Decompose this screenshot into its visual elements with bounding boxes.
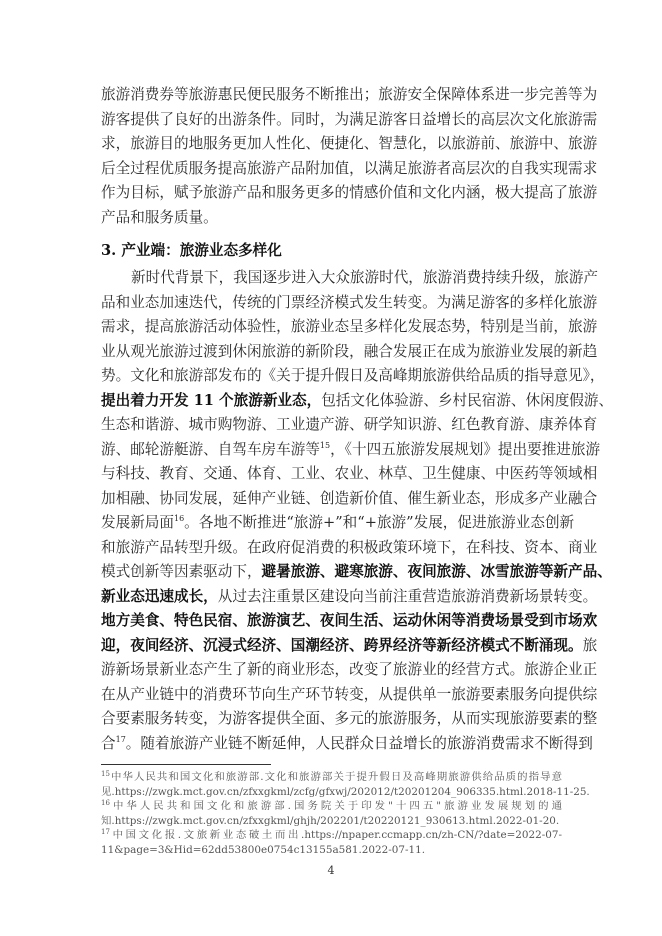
text-segment: 生态和谐游、城市购物游、工业遗产游、研学知识游、红色教育游、康养体育 <box>101 416 598 433</box>
footnote-text: 中华人民共和国文化和旅游部.文化和旅游部关于提升假日及高峰期旅游供给品质的指导意 <box>109 771 562 783</box>
text-line <box>101 562 612 582</box>
footnote-text: 11&page=3&Hid=62dd53800e0754c13155a581.2022-07-11. <box>101 843 426 856</box>
text-segment: 合要素服务转变，为游客提供全面、多元的旅游服务，从而实现旅游要素的整 <box>101 710 598 727</box>
footnote-number: 15 <box>101 770 110 778</box>
footnote-ref: 16 <box>173 514 185 523</box>
bold-text: 迎，夜间经济、沉浸式经济、国潮经济、跨界经济等新经济模式不断涌现。 <box>101 636 583 654</box>
text-line <box>101 317 598 337</box>
text-line: 后全过程优质服务提高旅游产品附加值，以满足旅游者高层次的自我实现需求 <box>101 159 598 177</box>
text-segment: 从过去注重景区建设向当前注重营造旅游消费新场景转变。 <box>217 587 598 605</box>
footnote-divider <box>101 764 271 765</box>
text-segment: 加相融、协同发展，延伸产业链、创造新价值、催生新业态，形成多产业融合 <box>101 489 598 507</box>
text-segment: 游、邮轮游艇游、自驾车房车游等 <box>101 440 320 458</box>
footnote-text: 见.https://zwgk.mct.gov.cn/zfxxgkml/zcfg/gfxwj/202012/t20201204_906335.html.2018-11-25. <box>101 785 590 798</box>
footnote-line <box>101 770 562 784</box>
text-segment: 需求，提高旅游活动体验性，旅游业态呈多样化发展态势，特别是当前，旅游 <box>101 318 598 335</box>
footnote-number: 17 <box>101 828 110 836</box>
text-line <box>101 464 598 484</box>
page-number: 4 <box>327 864 335 877</box>
footnote-line <box>101 828 562 842</box>
text-line <box>131 268 599 288</box>
bold-text: 避暑旅游、避寒旅游、夜间旅游、冰雪旅游等新产品、 <box>261 563 612 580</box>
footnote-text: 知.https://zwgk.mct.gov.cn/zfxxgkml/ghjh/202201/t20220121_930613.html.2022-01-20. <box>101 814 560 827</box>
text-segment: 发展新局面 <box>101 514 174 531</box>
text-line <box>101 366 605 386</box>
footnote-line <box>101 785 590 799</box>
text-segment: 模式创新等因素驱动下， <box>101 563 262 580</box>
text-segment: 在从产业链中的消费环节向生产环节转变，从提供单一旅游要素服务向提供综 <box>101 685 598 703</box>
text-segment: 。各地不断推进“旅游+”和“+旅游”发展，促进旅游业态创新 <box>184 514 575 531</box>
footnote-text: 中华人民共和国文化和旅游部.国务院关于印发"十四五"旅游业发展规划的通 <box>109 800 562 812</box>
text-segment: 与科技、教育、交通、体育、工业、农业、林草、卫生健康、中医药等领域相 <box>101 465 598 482</box>
text-line: 旅游消费券等旅游惠民便民服务不断推出；旅游安全保障体系进一步完善等为 <box>101 86 598 103</box>
text-line <box>101 538 598 558</box>
bold-text: 地方美食、特色民宿、旅游演艺、夜间生活、运动休闲等消费场景受到市场欢 <box>101 612 598 629</box>
text-line <box>101 587 598 607</box>
text-line <box>101 415 598 435</box>
footnote-ref: 15 <box>319 440 331 450</box>
text-line <box>101 513 575 533</box>
text-segment: 业从观光旅游过渡到休闲旅游的新阶段，融合发展正在成为旅游业发展的新趋 <box>101 342 598 360</box>
footnote-ref: 17 <box>115 734 126 744</box>
text-line <box>101 636 598 656</box>
text-segment: 包括文化体验游、乡村民宿游、休闲度假游、 <box>321 391 614 409</box>
text-segment: 新时代背景下，我国逐步进入大众旅游时代，旅游消费持续升级，旅游产 <box>131 269 599 286</box>
footnote-line <box>101 814 562 828</box>
bold-text: 新业态迅速成长， <box>101 587 218 605</box>
text-segment: 游新场景新业态产生了新的商业形态，改变了旅游业的经营方式。旅游企业正 <box>101 661 598 678</box>
text-line: 产品和服务质量。 <box>101 208 218 226</box>
text-line: 求，旅游目的地服务更加人性化、便捷化、智慧化，以旅游前、旅游中、旅游 <box>101 135 598 152</box>
text-segment: 旅 <box>582 636 598 654</box>
text-line <box>101 611 598 631</box>
text-segment: 。随着旅游产业链不断延伸，人民群众日益增长的旅游消费需求不断得到 <box>125 734 593 752</box>
text-segment: 势。文化和旅游部发布的《关于提升假日及高峰期旅游供给品质的指导意见》， <box>101 367 605 384</box>
bold-text: 提出着力开发 11 个旅游新业态， <box>101 391 322 409</box>
text-segment: 合 <box>101 734 116 752</box>
text-segment: ，《十四五旅游发展规划》提出要推进旅游 <box>330 440 601 458</box>
text-line <box>101 734 593 754</box>
text-line <box>101 709 598 729</box>
text-line <box>101 685 598 705</box>
footnote-text: 中国文化报.文旅新业态破土而出.https://npaper.ccmapp.cn/zh-CN/?date=2022-07- <box>109 829 562 841</box>
text-line <box>101 660 598 680</box>
text-segment: 和旅游产品转型升级。在政府促消费的积极政策环境下，在科技、资本、商业 <box>101 538 598 556</box>
text-line <box>101 293 598 313</box>
footnote-number: 16 <box>101 799 110 807</box>
text-line <box>101 391 614 411</box>
text-line <box>101 440 601 460</box>
section-heading: 3. 产业端：旅游业态多样化 <box>101 242 282 259</box>
text-line: 游客提供了良好的出游条件。同时，为满足游客日益增长的高层次文化旅游需 <box>101 110 598 128</box>
text-line: 作为目标，赋予旅游产品和服务更多的情感价值和文化内涵，极大提高了旅游 <box>101 184 598 201</box>
text-line <box>101 489 598 509</box>
text-line <box>101 342 598 362</box>
footnote-line <box>101 799 562 813</box>
text-segment: 品和业态加速迭代，传统的门票经济模式发生转变。为满足游客的多样化旅游 <box>101 293 598 311</box>
footnote-line <box>101 843 562 857</box>
